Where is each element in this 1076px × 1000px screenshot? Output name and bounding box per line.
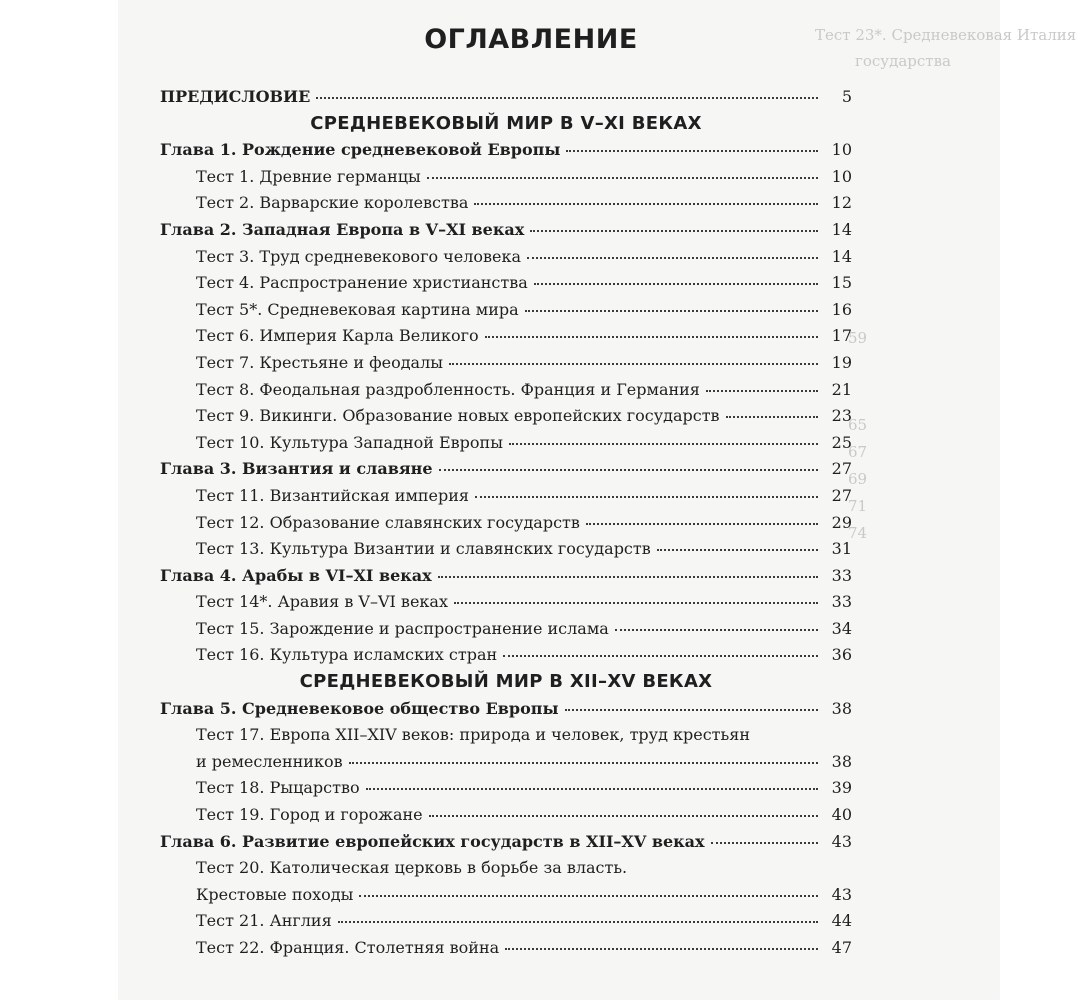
entry-page: 10 [831, 140, 852, 160]
entry-page: 39 [831, 778, 852, 798]
leader-dots [505, 947, 818, 950]
entry-label: Тест 2. Варварские королевства [196, 193, 469, 213]
entry-label: Тест 8. Феодальная раздробленность. Франция и Германия [196, 379, 700, 399]
toc-entry-test-9[interactable] [160, 403, 852, 430]
leader-dots [525, 309, 818, 312]
entry-label: Тест 17. Европа XII–XIV веков: природа и человек, труд крестьян [196, 725, 750, 745]
toc-entry-test-1[interactable] [160, 164, 852, 191]
toc-entry-test-22[interactable] [160, 935, 852, 962]
entry-label: Глава 4. Арабы в VI–XI веках [160, 565, 432, 585]
entry-page: 47 [831, 938, 852, 957]
toc-entry-chapter-3[interactable] [160, 456, 852, 483]
entry-page: 27 [831, 459, 852, 479]
toc-entry-test-16[interactable] [160, 642, 852, 669]
entry-page: 14 [831, 246, 852, 266]
leader-dots [503, 654, 818, 657]
toc-entry-test-7[interactable] [160, 350, 852, 377]
leader-dots [449, 362, 818, 365]
toc-entry-test-18[interactable] [160, 775, 852, 802]
toc-entry-chapter-4[interactable] [160, 563, 852, 590]
toc-entry-test-2[interactable] [160, 190, 852, 217]
bleed-through-pages [848, 75, 1033, 547]
toc-entry-test-15[interactable] [160, 616, 852, 643]
entry-label: Тест 11. Византийская империя [196, 485, 470, 505]
leader-dots [474, 202, 818, 205]
entry-label: Глава 3. Византия и славяне [160, 459, 433, 479]
entry-label: Тест 4. Распространение христианства [196, 273, 528, 293]
leader-dots [316, 96, 818, 99]
entry-label: Глава 1. Рождение средневековой Европы [160, 140, 561, 160]
entry-page: 27 [831, 485, 852, 505]
entry-page: 38 [831, 751, 852, 771]
entry-label: Тест 22. Франция. Столетняя война [196, 938, 500, 957]
toc-entry-chapter-6[interactable] [160, 829, 852, 856]
entry-label: Тест 13. Культура Византии и славянских государств [196, 539, 651, 559]
leader-dots [475, 495, 818, 498]
toc-entry-test-11[interactable] [160, 483, 852, 510]
toc-entry-chapter-1[interactable] [160, 137, 852, 164]
entry-label: Глава 6. Развитие европейских государств в XII–XV веках [160, 831, 705, 851]
ghost-line: Тест 23*. Средневековая Италия [815, 26, 1076, 44]
leader-dots [527, 256, 818, 259]
entry-label: Тест 7. Крестьяне и феодалы [196, 352, 443, 372]
toc-title: ОГЛАВЛЕНИЕ [424, 24, 638, 55]
entry-page: 29 [831, 512, 852, 532]
entry-page: 34 [831, 618, 852, 638]
toc-entry-test-19[interactable] [160, 802, 852, 829]
toc-entry-test-21[interactable] [160, 908, 852, 935]
leader-dots [429, 814, 818, 817]
entry-page: 43 [831, 831, 852, 851]
leader-dots [438, 575, 818, 578]
ghost-page: 74 [848, 524, 868, 542]
table-of-contents [160, 14, 852, 962]
leader-dots [711, 841, 818, 844]
leader-dots [427, 176, 818, 179]
toc-entry-preface[interactable] [160, 84, 852, 111]
entry-page: 43 [831, 884, 852, 904]
entry-page: 40 [831, 805, 852, 825]
entry-label: Тест 12. Образование славянских государств [196, 512, 580, 532]
leader-dots [566, 149, 818, 152]
ghost-page: 71 [848, 497, 868, 515]
entry-label: Глава 5. Средневековое общество Европы [160, 698, 559, 718]
toc-entry-test-4[interactable] [160, 270, 852, 297]
entry-page: 33 [831, 565, 852, 585]
ghost-line: государства [855, 52, 951, 70]
ghost-page: 65 [848, 416, 868, 434]
entry-label: Тест 15. Зарождение и распространение ислама [196, 618, 609, 638]
toc-entry-test-6[interactable] [160, 323, 852, 350]
leader-dots [485, 335, 818, 338]
ghost-page: 59 [848, 329, 868, 347]
leader-dots [366, 787, 818, 790]
toc-entry-test-17[interactable] [160, 722, 852, 749]
entry-label: Тест 14*. Аравия в V–VI веках [196, 592, 448, 612]
ghost-page: 67 [848, 443, 868, 461]
entry-label: Тест 21. Англия [196, 911, 332, 931]
toc-entry-test-3[interactable] [160, 244, 852, 271]
leader-dots [726, 415, 818, 418]
entry-page: 44 [831, 911, 852, 931]
entry-label: ПРЕДИСЛОВИЕ [160, 87, 311, 106]
entry-label: Тест 3. Труд средневекового человека [196, 246, 522, 266]
toc-entry-test-12[interactable] [160, 510, 852, 537]
entry-label: Тест 1. Древние германцы [196, 166, 421, 186]
leader-dots [338, 920, 818, 923]
entry-page: 21 [831, 379, 852, 399]
leader-dots [359, 894, 818, 897]
entry-label: Крестовые походы [196, 884, 354, 904]
toc-entry-test-14[interactable] [160, 589, 852, 616]
leader-dots [454, 601, 818, 604]
entry-label: Тест 10. Культура Западной Европы [196, 432, 503, 452]
toc-entry-chapter-2[interactable] [160, 217, 852, 244]
entry-label: Тест 16. Культура исламских стран [196, 645, 498, 665]
leader-dots [349, 761, 818, 764]
entry-page: 36 [831, 645, 852, 665]
toc-entry-test-20[interactable] [160, 855, 852, 882]
leader-dots [657, 548, 818, 551]
toc-entry-test-20-cont[interactable] [160, 882, 852, 909]
leader-dots [509, 442, 818, 445]
section-heading-1: СРЕДНЕВЕКОВЫЙ МИР В V–XI ВЕКАХ [310, 112, 702, 134]
entry-page: 16 [831, 299, 852, 319]
entry-label: Тест 18. Рыцарство [196, 778, 360, 798]
entry-page: 12 [831, 193, 852, 213]
entry-page: 10 [831, 166, 852, 186]
toc-entry-test-5[interactable] [160, 297, 852, 324]
leader-dots [586, 522, 818, 525]
leader-dots [565, 708, 818, 711]
entry-label: Тест 6. Империя Карла Великого [196, 326, 479, 346]
entry-label: Глава 2. Западная Европа в V–XI веках [160, 219, 525, 239]
entry-page: 25 [831, 432, 852, 452]
entry-page: 17 [831, 326, 852, 346]
section-heading-2: СРЕДНЕВЕКОВЫЙ МИР В XII–XV ВЕКАХ [299, 671, 713, 693]
entry-page: 23 [831, 406, 852, 426]
entry-label: Тест 9. Викинги. Образование новых европейских государств [196, 406, 720, 426]
leader-dots [534, 282, 818, 285]
entry-page: 19 [831, 352, 852, 372]
toc-entry-test-8[interactable] [160, 377, 852, 404]
entry-label: и ремесленников [196, 751, 343, 771]
entry-page: 14 [831, 219, 852, 239]
entry-page: 31 [831, 539, 852, 559]
leader-dots [615, 628, 818, 631]
toc-entry-test-10[interactable] [160, 430, 852, 457]
ghost-page: 69 [848, 470, 868, 488]
leader-dots [706, 389, 818, 392]
toc-entry-test-13[interactable] [160, 536, 852, 563]
entry-label: Тест 19. Город и горожане [196, 805, 423, 825]
entry-page: 33 [831, 592, 852, 612]
entry-page: 5 [841, 87, 852, 106]
leader-dots [439, 468, 818, 471]
entry-page: 15 [831, 273, 852, 293]
entry-label: Тест 5*. Средневековая картина мира [196, 299, 519, 319]
entry-page: 38 [831, 698, 852, 718]
toc-entry-test-17-cont[interactable] [160, 749, 852, 776]
entry-label: Тест 20. Католическая церковь в борьбе за власть. [196, 858, 628, 878]
leader-dots [530, 229, 818, 232]
toc-entry-chapter-5[interactable] [160, 696, 852, 723]
